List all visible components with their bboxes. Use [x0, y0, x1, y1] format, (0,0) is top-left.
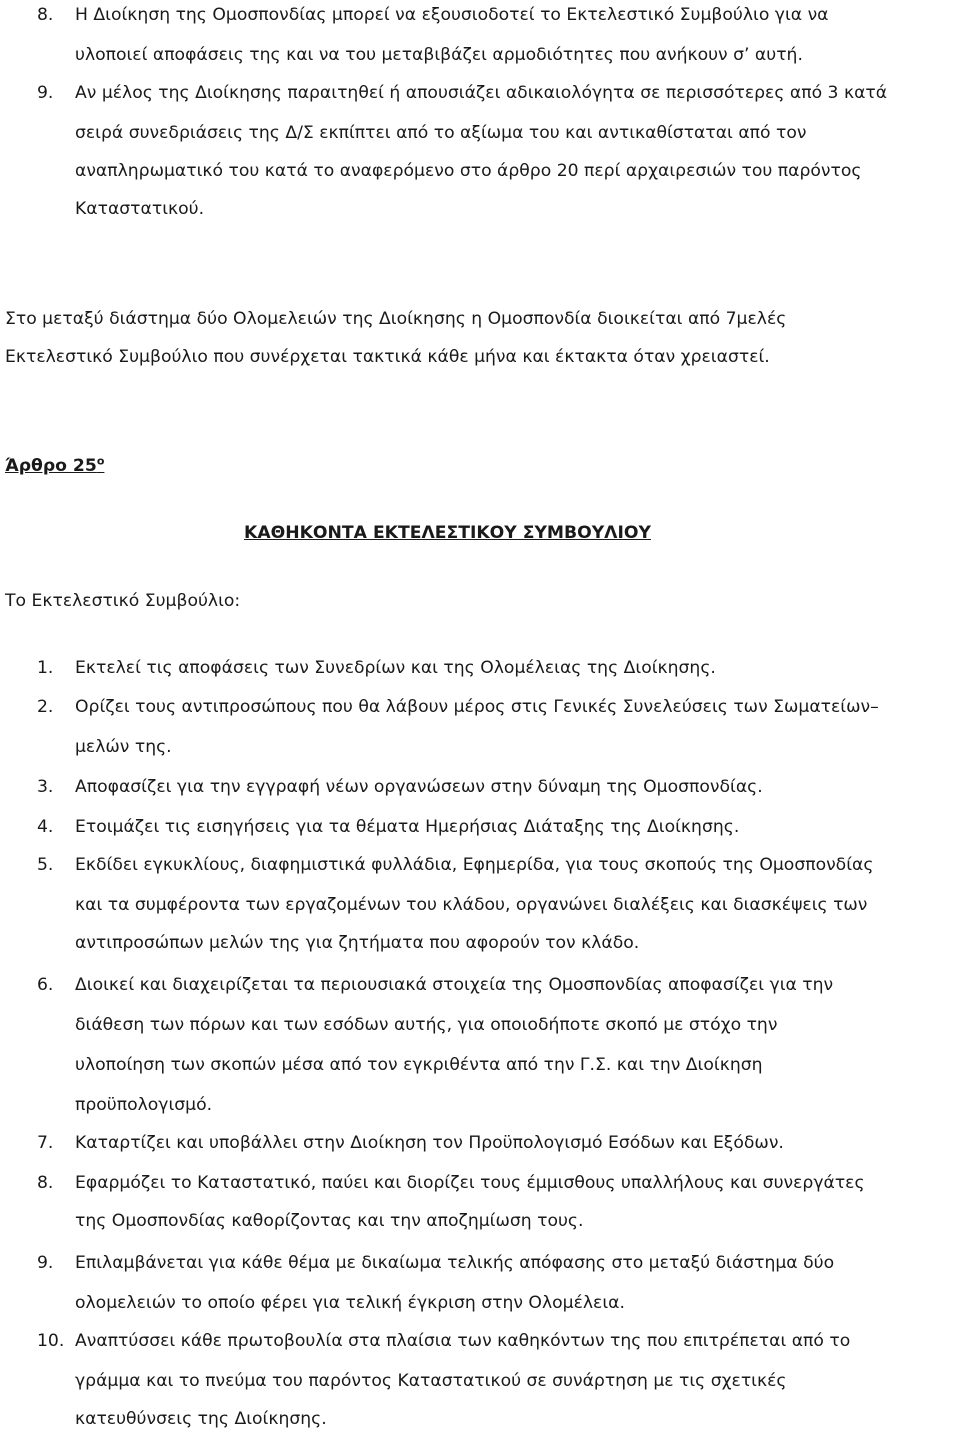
- item-number: 5.: [37, 855, 54, 875]
- item-text-line: ολομελειών το οποίο φέρει για τελική έγκριση στην Ολομέλεια.: [75, 1293, 625, 1313]
- item-text-line: Η Διοίκηση της Ομοσπονδίας μπορεί να εξουσιοδοτεί το Εκτελεστικό Συμβούλιο για να: [75, 5, 829, 25]
- item-text-line: γράμμα και το πνεύμα του παρόντος Καταστατικού σε συνάρτηση με τις σχετικές: [75, 1371, 787, 1391]
- item-text-line: Αναπτύσσει κάθε πρωτοβουλία στα πλαίσια των καθηκόντων της που επιτρέπεται από το: [75, 1331, 851, 1351]
- article-heading: [5, 455, 104, 477]
- article-title: ΚΑΘΗΚΟΝΤΑ ΕΚΤΕΛΕΣΤΙΚΟΥ ΣΥΜΒΟΥΛΙΟΥ: [244, 523, 651, 543]
- item-text-line: Επιλαμβάνεται για κάθε θέμα με δικαίωμα τελικής απόφασης στο μεταξύ διάστημα δύο: [75, 1253, 835, 1273]
- item-text-line: μελών της.: [75, 737, 172, 757]
- item-number: 8.: [37, 1173, 54, 1193]
- item-text-line: υλοποίηση των σκοπών μέσα από τον εγκριθέντα από την Γ.Σ. και την Διοίκηση: [75, 1055, 763, 1075]
- article-label: Άρθρο 25: [5, 456, 97, 476]
- item-text-line: Εκδίδει εγκυκλίους, διαφημιστικά φυλλάδια, Εφημερίδα, για τους σκοπούς της Ομοσπονδίας: [75, 855, 874, 875]
- item-text-line: και τα συμφέροντα των εργαζομένων του κλάδου, οργανώνει διαλέξεις και διασκέψεις των: [75, 895, 868, 915]
- item-text-line: διάθεση των πόρων και των εσόδων αυτής, για οποιοδήποτε σκοπό με στόχο την: [75, 1015, 778, 1035]
- item-number: 2.: [37, 697, 54, 717]
- item-number: 4.: [37, 817, 54, 837]
- item-text-line: Ορίζει τους αντιπροσώπους που θα λάβουν μέρος στις Γενικές Συνελεύσεις των Σωματείων–: [75, 697, 879, 717]
- item-text-line: Αποφασίζει για την εγγραφή νέων οργανώσεων στην δύναμη της Ομοσπονδίας.: [75, 777, 763, 797]
- article-intro: Το Εκτελεστικό Συμβούλιο:: [5, 591, 241, 611]
- item-text-line: Εφαρμόζει το Καταστατικό, παύει και διορίζει τους έμμισθους υπαλλήλους και συνεργάτες: [75, 1173, 865, 1193]
- item-number: 3.: [37, 777, 54, 797]
- item-text-line: προϋπολογισμό.: [75, 1095, 213, 1115]
- item-text-line: της Ομοσπονδίας καθορίζοντας και την αποζημίωση τους.: [75, 1211, 584, 1231]
- article-superscript: ο: [96, 454, 105, 468]
- paragraph-line: Εκτελεστικό Συμβούλιο που συνέρχεται τακτικά κάθε μήνα και έκτακτα όταν χρειαστεί.: [5, 347, 770, 367]
- item-number: 1.: [37, 658, 54, 678]
- item-text-line: Καταρτίζει και υποβάλλει στην Διοίκηση τον Προϋπολογισμό Εσόδων και Εξόδων.: [75, 1133, 784, 1153]
- item-text-line: Διοικεί και διαχειρίζεται τα περιουσιακά στοιχεία της Ομοσπονδίας αποφασίζει για την: [75, 975, 834, 995]
- item-number: 10.: [37, 1331, 65, 1351]
- item-number: 6.: [37, 975, 54, 995]
- item-number: 9.: [37, 83, 54, 103]
- paragraph-line: Στο μεταξύ διάστημα δύο Ολομελειών της Διοίκησης η Ομοσπονδία διοικείται από 7μελές: [5, 309, 787, 329]
- item-number: 9.: [37, 1253, 54, 1273]
- item-text-line: σειρά συνεδριάσεις της Δ/Σ εκπίπτει από το αξίωμα του και αντικαθίσταται από τον: [75, 123, 807, 143]
- item-text-line: Καταστατικού.: [75, 199, 205, 219]
- item-text-line: Αν μέλος της Διοίκησης παραιτηθεί ή απουσιάζει αδικαιολόγητα σε περισσότερες από 3 κατά: [75, 83, 888, 103]
- item-number: 7.: [37, 1133, 54, 1153]
- item-text-line: υλοποιεί αποφάσεις της και να του μεταβιβάζει αρμοδιότητες που ανήκουν σ’ αυτή.: [75, 45, 803, 65]
- item-number: 8.: [37, 5, 54, 25]
- item-text-line: Εκτελεί τις αποφάσεις των Συνεδρίων και της Ολομέλειας της Διοίκησης.: [75, 658, 716, 678]
- item-text-line: αναπληρωματικό του κατά το αναφερόμενο στο άρθρο 20 περί αρχαιρεσιών του παρόντος: [75, 161, 862, 181]
- item-text-line: κατευθύνσεις της Διοίκησης.: [75, 1409, 327, 1429]
- item-text-line: αντιπροσώπων μελών της για ζητήματα που αφορούν τον κλάδο.: [75, 933, 640, 953]
- item-text-line: Ετοιμάζει τις εισηγήσεις για τα θέματα Ημερήσιας Διάταξης της Διοίκησης.: [75, 817, 740, 837]
